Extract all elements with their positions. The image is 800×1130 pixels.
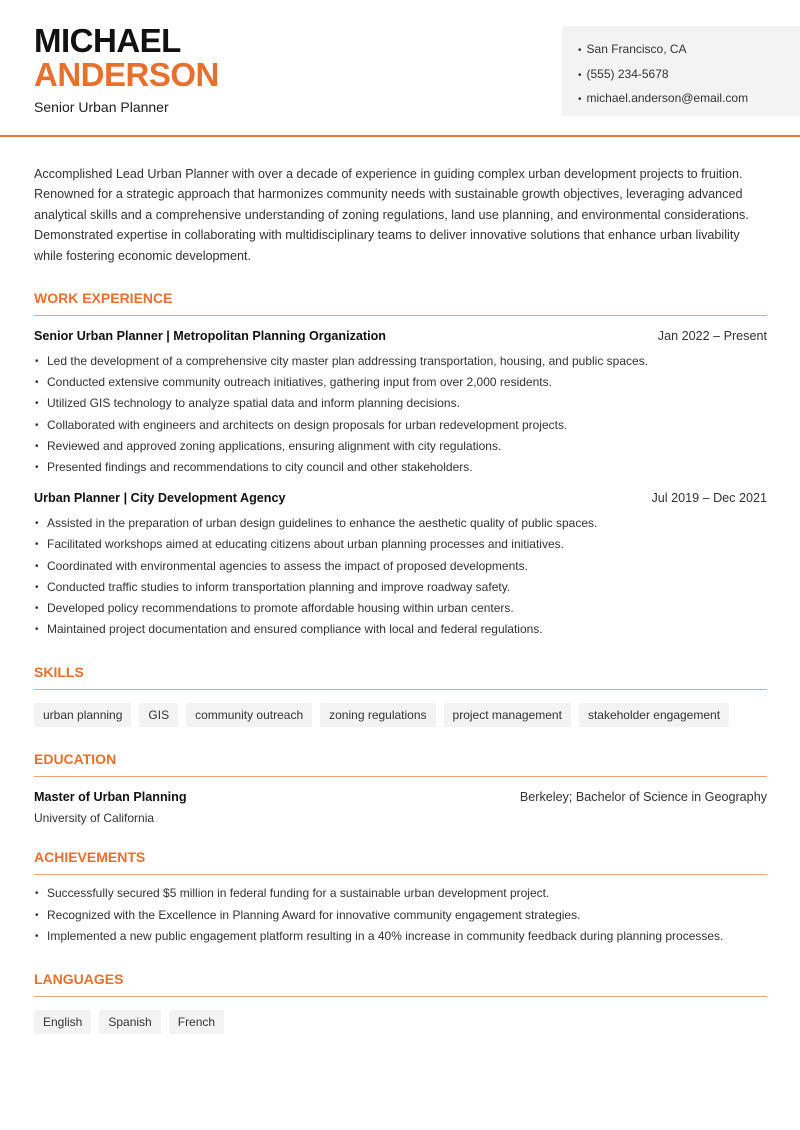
skill-tag: community outreach <box>186 703 312 727</box>
contact-phone: • (555) 234-5678 <box>578 63 800 88</box>
summary: Accomplished Lead Urban Planner with over a decade of experience in guiding complex urban development projects to fruition. Renowned for a strategic approach that harmonizes community needs with sustainable growth objectives, leveraging advanced analytical skills and a comprehensive understanding of zoning regulations, land use planning, and environmental considerations. Demonstrated expertise in collaborating with multidisciplinary teams to deliver innovative solutions that enhance urban livability while fostering economic development. <box>34 167 749 263</box>
degree: Master of Urban Planning <box>34 790 187 805</box>
resume-header <box>0 0 800 137</box>
first-name: MICHAEL <box>34 22 181 59</box>
job-date: Jul 2019 – Dec 2021 <box>651 491 767 506</box>
job-bullet: • Coordinated with environmental agencies to assess the impact of proposed developments. <box>34 556 767 577</box>
job-bullets <box>34 351 767 478</box>
job-bullet: • Assisted in the preparation of urban design guidelines to enhance the aesthetic quality of public spaces. <box>34 513 767 534</box>
last-name: ANDERSON <box>34 56 219 93</box>
skill-tag: zoning regulations <box>320 703 435 727</box>
section-title-languages: LANGUAGES <box>34 971 767 997</box>
job-bullet: • Conducted extensive community outreach initiatives, gathering input from over 2,000 residents. <box>34 372 767 393</box>
section-title-education: EDUCATION <box>34 751 767 777</box>
section-title-skills: SKILLS <box>34 664 767 690</box>
job-bullet: • Led the development of a comprehensive city master plan addressing transportation, housing, and public spaces. <box>34 351 767 372</box>
contact-box <box>562 26 800 116</box>
achievement-item: • Successfully secured $5 million in federal funding for a sustainable urban development project. <box>34 883 767 904</box>
job-role: Senior Urban Planner <box>34 99 169 115</box>
achievement-item: • Recognized with the Excellence in Planning Award for innovative community engagement strategies. <box>34 905 767 926</box>
achievement-item: • Implemented a new public engagement platform resulting in a 40% increase in community feedback during planning processes. <box>34 926 767 947</box>
contact-email[interactable]: • michael.anderson@email.com <box>578 87 800 112</box>
job-bullet: • Conducted traffic studies to inform transportation planning and improve roadway safety. <box>34 577 767 598</box>
job-header <box>34 329 767 343</box>
section-title-work: WORK EXPERIENCE <box>34 290 767 316</box>
job-bullet: • Facilitated workshops aimed at educating citizens about urban planning processes and initiatives. <box>34 534 767 555</box>
skill-tag: GIS <box>139 703 178 727</box>
job-title: Urban Planner | City Development Agency <box>34 491 286 506</box>
skill-tag: urban planning <box>34 703 131 727</box>
skill-tag: stakeholder engagement <box>579 703 729 727</box>
contact-location: • San Francisco, CA <box>578 38 800 63</box>
education-entry <box>34 790 767 804</box>
job-bullet: • Maintained project documentation and ensured compliance with local and federal regulations. <box>34 619 767 640</box>
job-list <box>34 329 767 640</box>
language-tag: Spanish <box>99 1010 160 1034</box>
skill-tag: project management <box>444 703 571 727</box>
language-tag: French <box>169 1010 224 1034</box>
language-tags <box>34 1010 767 1034</box>
job-bullets <box>34 513 767 640</box>
job-date: Jan 2022 – Present <box>657 329 767 344</box>
section-title-achievements: ACHIEVEMENTS <box>34 849 767 875</box>
education-detail: Berkeley; Bachelor of Science in Geography <box>519 790 767 805</box>
job-bullet: • Presented findings and recommendations to city council and other stakeholders. <box>34 457 767 478</box>
school: University of California <box>34 811 155 826</box>
job-title: Senior Urban Planner | Metropolitan Planning Organization <box>34 329 386 344</box>
achievement-list <box>34 883 767 947</box>
job-bullet: • Developed policy recommendations to promote affordable housing within urban centers. <box>34 598 767 619</box>
language-tag: English <box>34 1010 91 1034</box>
skill-tags <box>34 703 767 727</box>
job-header <box>34 491 767 505</box>
job-bullet: • Utilized GIS technology to analyze spatial data and inform planning decisions. <box>34 393 767 414</box>
job-bullet: • Reviewed and approved zoning applications, ensuring alignment with city regulations. <box>34 436 767 457</box>
job-bullet: • Collaborated with engineers and architects on design proposals for urban redevelopment projects. <box>34 415 767 436</box>
